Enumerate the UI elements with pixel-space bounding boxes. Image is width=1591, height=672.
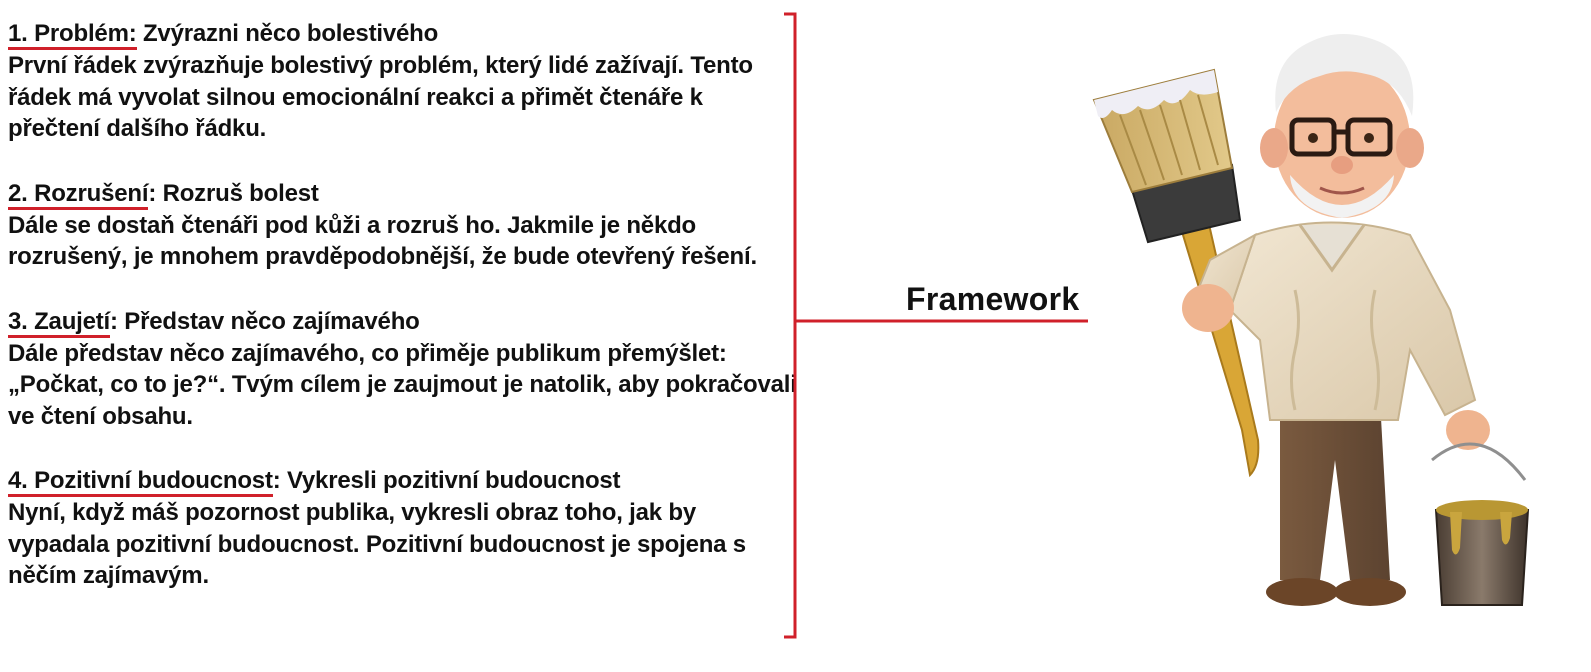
step-heading: : Vykresli pozitivní budoucnost [272, 467, 621, 494]
step-key: 4. Pozitivní budoucnost [8, 467, 273, 497]
step-heading: : Rozruš bolest [148, 179, 319, 207]
step-key: 3. Zaujetí [8, 308, 110, 338]
step-body: Dále se dostaň čtenáři pod kůži a rozruš ho. Jakmile je někdo rozrušený, je mnohem pravděpodobnější, že bude otevřený řešení. [8, 211, 757, 270]
step-key: 2. Rozrušení [8, 180, 148, 210]
step-heading: : Představ něco zajímavého [110, 307, 420, 335]
sweater [1230, 223, 1475, 421]
right-shoe [1334, 578, 1406, 606]
left-hand [1182, 284, 1234, 332]
trousers [1280, 400, 1390, 580]
left-shoe [1266, 578, 1338, 606]
step-body: První řádek zvýrazňuje bolestivý problém, který lidé zažívají. Tento řádek má vyvolat silnou emocionální reakci a přimět čtenáře k přečtení dalšího řádku. [8, 52, 753, 142]
step-key: 1. Problém: [8, 20, 137, 50]
step-heading: Zvýrazni něco bolestivého [136, 20, 439, 47]
bracket-line [784, 14, 795, 637]
step-body: Nyní, když máš pozornost publika, vykresli obraz toho, jak by vypadala pozitivní budoucnost. Pozitivní budoucnost je spojena s něčím zajímavým. [8, 499, 746, 589]
paint-bucket-icon [1432, 444, 1528, 605]
framework-label: Framework [906, 281, 1080, 317]
step-body: Dále představ něco zajímavého, co přiměje publikum přemýšlet: „Počkat, co to je?“. Tvým cílem je zaujmout je natolik, aby pokračovali ve čtení obsahu. [8, 339, 797, 430]
old-painter-illustration [1080, 20, 1550, 620]
head [1260, 34, 1424, 218]
